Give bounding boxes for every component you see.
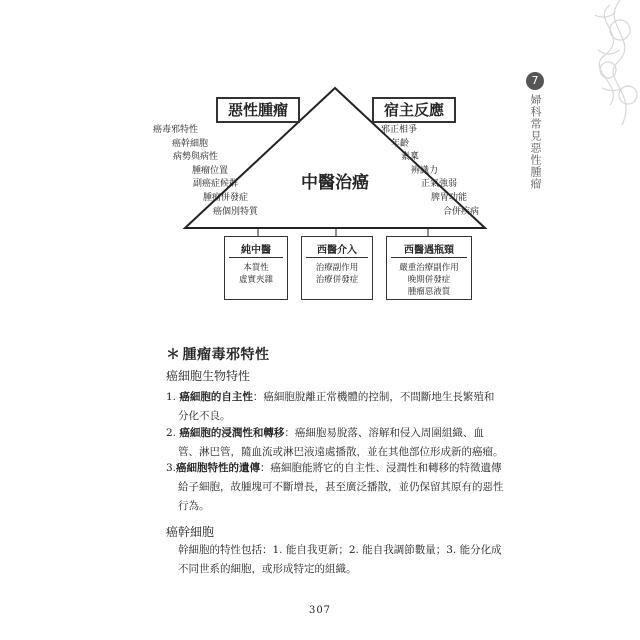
pure-tcm-box <box>224 236 288 300</box>
list-item: 邪正相爭 <box>381 125 418 135</box>
list-item: 病勢與病性 <box>172 152 218 163</box>
chapter-tab <box>524 72 546 190</box>
malignant-tumor-heading: 惡性腫瘤 <box>216 97 300 123</box>
western-intervention-box <box>301 236 373 300</box>
list-item: 素稟 <box>401 152 420 163</box>
subheading-cancer-stem-cell: 癌幹細胞 <box>166 525 215 539</box>
box-line: 嚴重治療副作用 <box>399 263 459 273</box>
list-item: 脾胃功能 <box>431 192 468 203</box>
box-title: 純中醫 <box>229 237 283 258</box>
item-number: 3. <box>166 462 177 474</box>
list-item: 正氣強弱 <box>421 179 458 190</box>
numbered-paragraph <box>166 424 504 462</box>
box-title: 西醫介入 <box>306 237 368 258</box>
stem-cell-text: 幹細胞的特性包括：1. 能自我更新；2. 能自我調節數量；3. 能分化成不同世系的細胞，或形成特定的組織。 <box>178 544 502 575</box>
stem-cell-paragraph <box>166 541 504 579</box>
list-item: 合併疾病 <box>443 206 480 217</box>
box-line: 本質性 <box>243 263 269 273</box>
western-bottleneck-box <box>386 236 472 300</box>
page-number: 307 <box>308 605 332 616</box>
tumor-factor-list <box>153 124 270 219</box>
box-line: 腫瘤惡液質 <box>407 287 451 297</box>
host-response-heading: 宿主反應 <box>372 97 456 123</box>
tcm-cancer-diagram <box>152 80 500 305</box>
item-text: ：癌細胞易脫落、溶解和侵入周圍組織、血管、淋巴管，隨血流或淋巴液遠處播散，並在其他部位形成新的癌瘤。 <box>178 427 504 458</box>
list-item: 辨識力 <box>411 165 439 176</box>
diagram-center-label: 中醫治癌 <box>301 173 369 193</box>
box-line: 治療併發症 <box>315 275 359 285</box>
section-title <box>166 344 270 364</box>
item-text: ：癌細胞能將它的自主性、浸潤性和轉移的特徵遺傳給子細胞，故腫塊可不斷增長，甚至廣泛播散，並仍保留其原有的惡性行為。 <box>178 462 504 512</box>
list-item: 癌幹細胞 <box>171 138 208 149</box>
item-term: 癌細胞的浸潤性和轉移 <box>179 427 285 439</box>
box-line: 治療副作用 <box>315 263 359 273</box>
star-bullet: ＊ <box>166 347 181 363</box>
section-title-text: 腫瘤毒邪特性 <box>182 347 270 363</box>
list-item: 副癌症候群 <box>192 179 238 190</box>
box-line: 晚期併發症 <box>407 275 451 285</box>
list-item: 腫瘤併發症 <box>202 192 248 203</box>
item-term: 癌細胞的自主性 <box>179 391 253 403</box>
box-title: 西醫遇瓶頸 <box>391 237 467 258</box>
numbered-paragraph <box>166 459 504 516</box>
box-line: 虛實夾雜 <box>238 275 273 285</box>
list-item: 年齡 <box>391 138 410 149</box>
chapter-name: 婦科常見惡性腫瘤 <box>529 94 542 190</box>
list-item: 腫瘤位置 <box>191 165 228 176</box>
item-text: ：癌細胞脫離正常機體的控制，不間斷地生長繁殖和分化不良。 <box>178 391 495 422</box>
item-number: 2. <box>166 427 177 439</box>
host-factor-list <box>381 124 479 219</box>
subheading-cancer-cell-biology: 癌細胞生物特性 <box>166 369 251 383</box>
numbered-paragraph <box>166 388 504 426</box>
chapter-number: 7 <box>526 72 544 90</box>
list-item: 癌毒邪特性 <box>152 125 198 135</box>
floral-ornament-icon <box>550 0 640 130</box>
item-term: 癌細胞特性的遺傳 <box>176 462 261 474</box>
item-number: 1. <box>166 391 177 403</box>
list-item: 癌個別特質 <box>212 206 258 217</box>
